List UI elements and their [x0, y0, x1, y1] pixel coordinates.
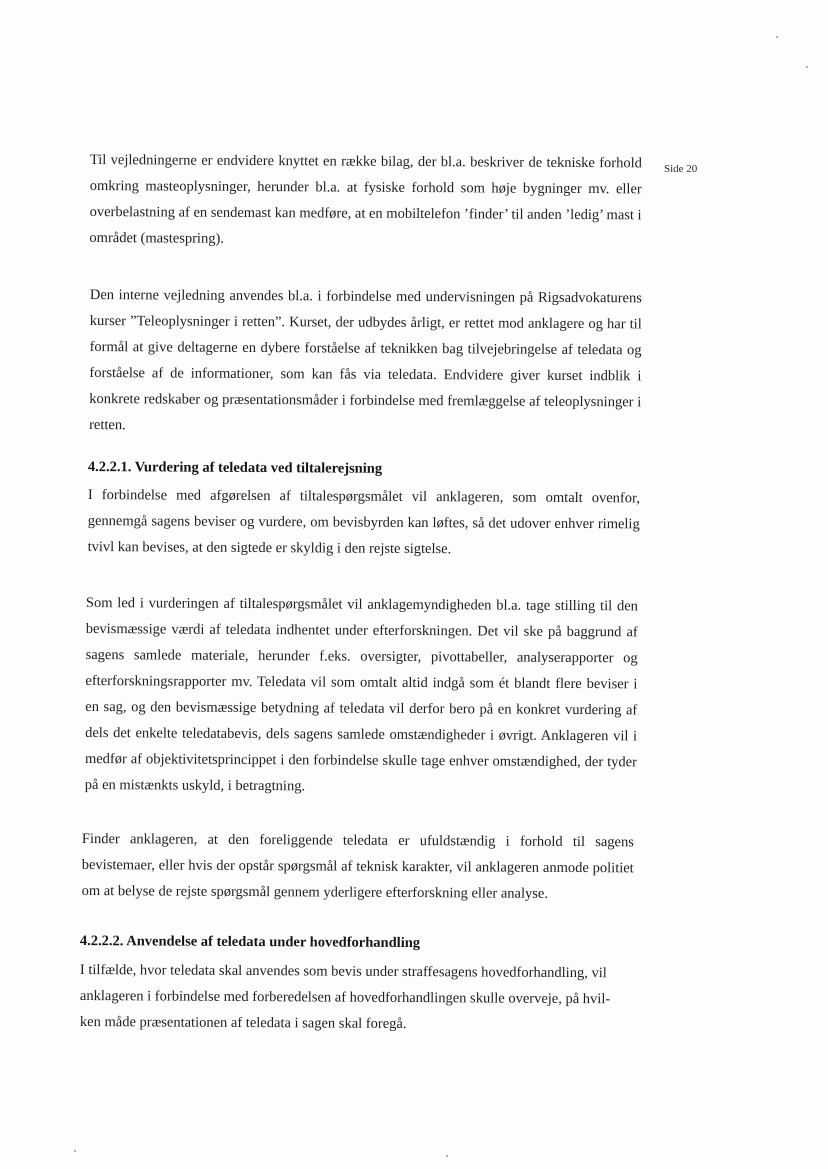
- paragraph-text: Til vejledningerne er endvidere knyttet en række bilag, der bl.a. beskriver de tekniske forhold omkring masteoplysninger, herunder bl.a. at fysiske forhold som høje bygninger mv. eller overbelastning af en sendemast kan medføre, at en mobiltelefon ’finder’ til anden ’ledig’ mast i området (mastespring).: [89, 151, 642, 247]
- paragraph-text: I forbindelse med afgørelsen af tiltalespørgsmålet vil anklageren, som omtalt ovenfor, gennemgå sagens beviser og vurdere, om bevisbyrden kan løftes, så det udover enhver rimelig tvivl kan bevises, at den sigtede er skyldig i den rejste sigtelse.: [87, 486, 640, 558]
- paragraph-text: Som led i vurderingen af tiltalespørgsmålet vil anklagemyndigheden bl.a. tage stilling til den bevismæssige værdi af teledata indhentet under efterforskningen. Det vil ske på baggrund af sagens samlede materiale, herunder f.eks. oversigter, pivottabeller, analyserapporter og efterforskningsrapporter mv. Teledata vil som omtalt altid indgå som ét blandt flere beviser i en sag, og den bevismæssige betydning af teledata vil derfor bero på en konkret vurdering af dels det enkelte teledatabevis, dels sagens samlede omstændigheder i øvrigt. Anklageren vil i medfør af objektivitetsprincippet i den forbindelse skulle tage enhver omstændighed, der tyder på en mistænkts uskyld, i betragtning.: [84, 594, 638, 795]
- paragraph-text: Den interne vejledning anvendes bl.a. i forbindelse med undervisningen på Rigsadvokaturens kurser ”Teleoplysninger i retten”. Kurset, der udbydes årligt, er rettet mod anklagere og har til formål at give deltagerne en dybere forståelse af teknikken bag tilvejebringelse af teledata og forståelse af de informationer, som kan fås via teledata. Endvidere giver kurset indblik i konkrete redskaber og præsentationsmåder i forbindelse med fremlæggelse af teleoplysninger i retten.: [89, 286, 642, 434]
- scan-speck: [74, 1150, 76, 1152]
- paragraph-internal-guidance: [89, 282, 642, 441]
- page-number: Side 20: [664, 163, 698, 175]
- paragraph-indictment-assessment: [88, 482, 640, 563]
- section-heading-4-2-2-2: 4.2.2.2. Anvendelse af teledata under hovedforhandling: [79, 933, 421, 952]
- scan-speck: [806, 66, 808, 68]
- paragraph-text: Finder anklageren, at den foreliggende teledata er ufuldstændig i forhold til sagens bevistemaer, eller hvis der opstår spørgsmål af teknisk karakter, vil anklageren anmode politiet om at belyse de rejste spørgsmål gennem yderligere efterforskning eller analyse.: [81, 830, 634, 902]
- text-line: anklageren i forbindelse med forberedelsen af hovedforhandlingen skulle overveje, på hvil-: [79, 988, 611, 1008]
- paragraph-further-investigation: [82, 826, 634, 907]
- scan-speck: [776, 36, 778, 38]
- text-line: I tilfælde, hvor teledata skal anvendes som bevis under straffesagens hovedforhandling, vil: [79, 962, 607, 982]
- scan-speck: [446, 1155, 448, 1157]
- paragraph-attachments: [89, 147, 642, 254]
- section-heading-4-2-2-1: 4.2.2.1. Vurdering af teledata ved tiltalerejsning: [87, 459, 383, 477]
- paragraph-evidential-value: [85, 590, 638, 801]
- text-line: ken måde præsentationen af teledata i sagen skal foregå.: [79, 1014, 407, 1032]
